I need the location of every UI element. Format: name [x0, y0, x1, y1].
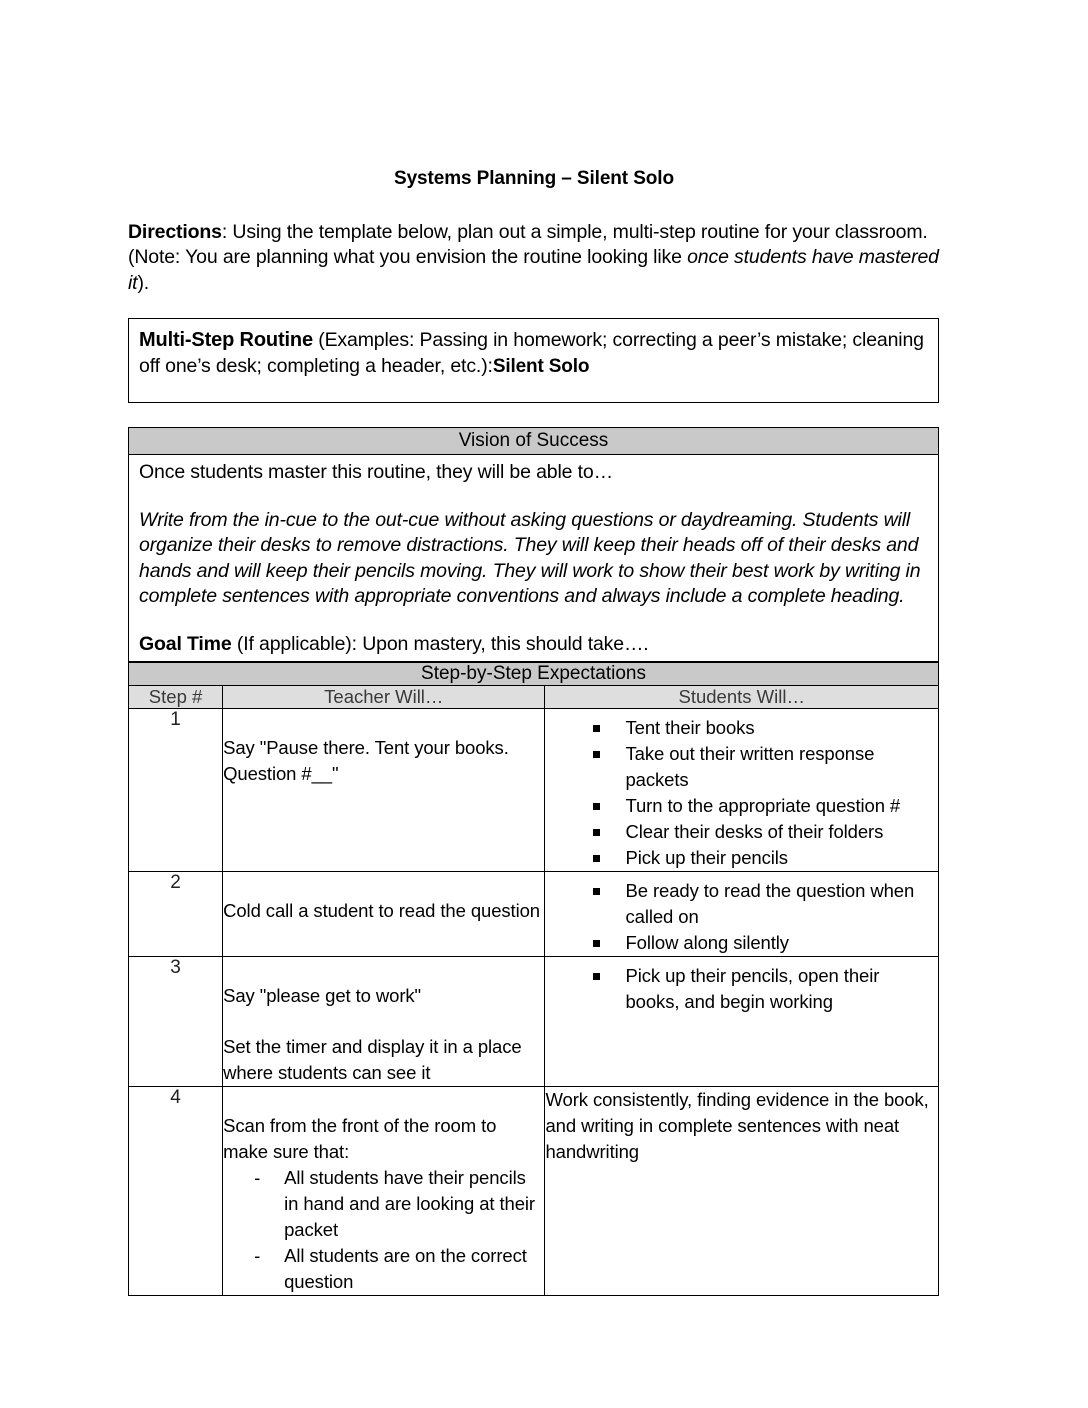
teacher-action-text: Say "please get to work" — [223, 985, 422, 1007]
step-number: 4 — [129, 1087, 223, 1296]
teacher-action-text: Cold call a student to read the question — [223, 900, 540, 922]
table-row — [129, 957, 939, 1087]
routine-label: Multi-Step Routine — [139, 329, 313, 352]
teacher-actions — [223, 709, 545, 872]
list-item: Pick up their pencils — [591, 845, 938, 871]
steps-section-title-row — [129, 663, 939, 686]
teacher-action-text: Say "Pause there. Tent your books. Question #__" — [223, 737, 509, 785]
step-number: 2 — [129, 872, 223, 957]
list-item: Be ready to read the question when called on — [591, 878, 938, 930]
directions-label: Directions — [128, 220, 222, 243]
routine-examples: (Examples: Passing in homework; correcting a peer’s mistake; cleaning off one’s desk; completing a header, etc.): — [139, 329, 924, 377]
step-by-step-expectations-table — [128, 662, 939, 1296]
vision-intro-text: Once students master this routine, they will be able to… — [139, 461, 613, 484]
teacher-actions — [223, 872, 545, 957]
vision-of-success-header: Vision of Success — [129, 428, 938, 455]
table-row — [129, 1087, 939, 1296]
goal-time-text: (If applicable): Upon mastery, this should take…. — [231, 632, 649, 655]
column-header-step: Step # — [129, 686, 223, 709]
list-item: - All students are on the correct question — [254, 1243, 544, 1295]
student-bullet-list — [545, 715, 938, 871]
list-item: Tent their books — [591, 715, 938, 741]
vision-response-text: Write from the in-cue to the out-cue without asking questions or daydreaming. Students will organize their desks to remove distractions. They will keep their heads off of their desks and hands and will keep their pencils moving. They will work to show their best work by writing in complete sentences with appropriate conventions and always include a complete heading. — [139, 508, 921, 608]
vision-of-success-block — [128, 427, 939, 662]
list-item: Clear their desks of their folders — [591, 819, 938, 845]
routine-value: Silent Solo — [492, 355, 590, 377]
student-actions — [545, 709, 939, 872]
vision-of-success-body — [129, 455, 938, 661]
goal-time-line — [139, 632, 928, 658]
column-header-students: Students Will… — [545, 686, 939, 709]
directions-text-italic: once students have mastered it — [128, 246, 939, 294]
goal-time-label: Goal Time — [139, 632, 232, 655]
teacher-action-text: Set the timer and display it in a place where students can see it — [223, 1036, 522, 1084]
steps-section-title: Step-by-Step Expectations — [129, 663, 939, 686]
page-title: Systems Planning – Silent Solo — [394, 168, 674, 189]
student-actions — [545, 872, 939, 957]
directions-text-1: : Using the template below, plan out a simple, multi-step routine for your classroom. (Note: You are planning what you envision the routine looking like — [128, 220, 928, 269]
step-number: 1 — [129, 709, 223, 872]
list-item: Follow along silently — [591, 930, 938, 956]
teacher-action-text: Scan from the front of the room to make sure that: — [223, 1115, 497, 1163]
student-actions — [545, 957, 939, 1087]
student-bullet-list — [545, 963, 938, 1015]
multi-step-routine-box — [128, 318, 939, 403]
list-item: Take out their written response packets — [591, 741, 938, 793]
table-row — [129, 872, 939, 957]
teacher-actions — [223, 957, 545, 1087]
list-item: Pick up their pencils, open their books, and begin working — [591, 963, 938, 1015]
student-actions: Work consistently, finding evidence in the book, and writing in complete sentences with neat handwriting — [545, 1087, 939, 1296]
column-header-teacher: Teacher Will… — [223, 686, 545, 709]
teacher-actions — [223, 1087, 545, 1296]
step-number: 3 — [129, 957, 223, 1087]
vision-spacer — [139, 486, 928, 508]
steps-column-header-row — [129, 686, 939, 709]
directions-text-2: ). — [137, 271, 150, 294]
teacher-dash-list — [223, 1165, 544, 1295]
directions-paragraph — [128, 220, 940, 297]
table-row — [129, 709, 939, 872]
list-item: - All students have their pencils in hand and are looking at their packet — [254, 1165, 544, 1243]
list-item: Turn to the appropriate question # — [591, 793, 938, 819]
document-body — [128, 0, 940, 1296]
student-bullet-list — [545, 878, 938, 956]
